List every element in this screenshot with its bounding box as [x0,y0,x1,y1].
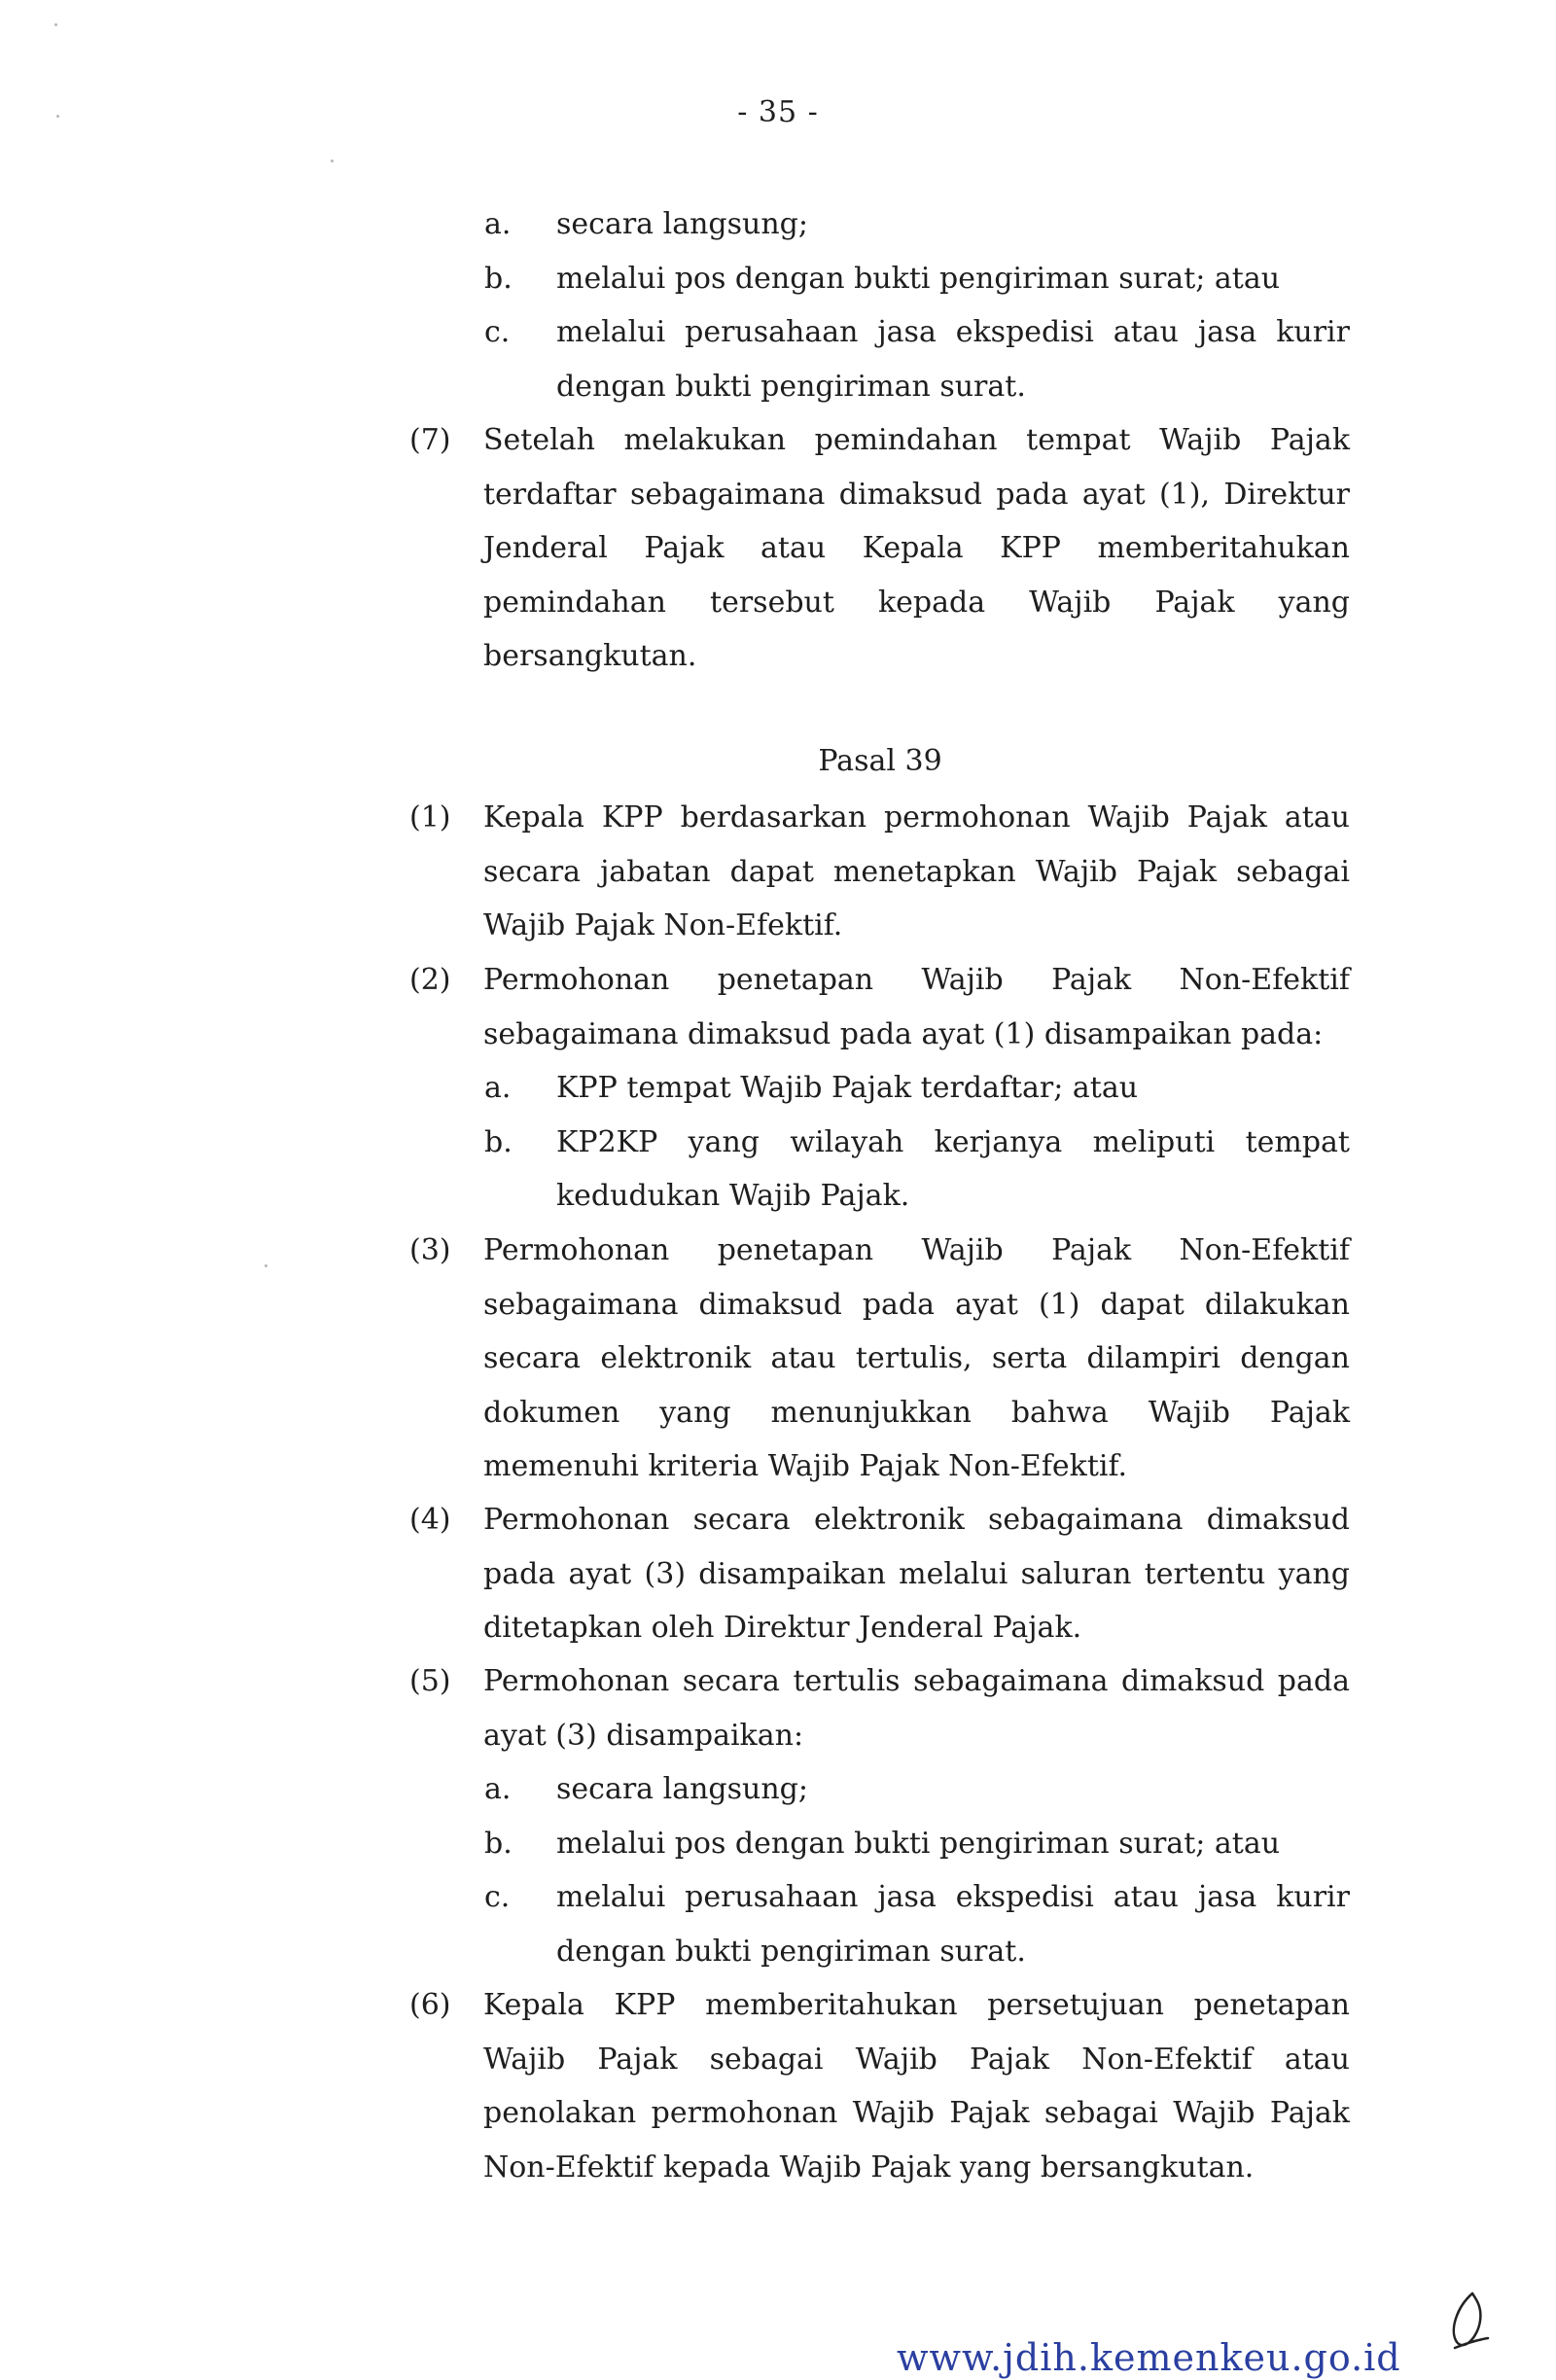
list-item [484,197,1350,252]
list-label: a. [484,1772,512,1806]
paragraph-5-list [484,1762,1350,1978]
article-heading: Pasal 39 [818,744,942,778]
paragraph-number: (5) [409,1664,451,1698]
list-text: melalui pos dengan bukti pengiriman surat; atau [556,261,1281,296]
list-item [484,1762,1350,1817]
list-text: melalui perusahaan jasa ekspedisi atau jasa kurir dengan bukti pengiriman surat. [556,315,1350,404]
list-text: secara langsung; [556,1772,808,1806]
paragraph-2-list [484,1061,1350,1224]
scan-speck [265,1264,267,1267]
paragraph-1 [409,791,1350,953]
paragraph-number: (2) [409,963,451,997]
paragraph-text: Permohonan penetapan Wajib Pajak Non-Efektif sebagaimana dimaksud pada ayat (1) disampaikan pada: [483,963,1350,1051]
list-text: melalui pos dengan bukti pengiriman surat; atau [556,1826,1281,1861]
list-item [484,1061,1350,1116]
paragraph-number: (3) [409,1233,451,1267]
paragraph-text: Setelah melakukan pemindahan tempat Wajib Pajak terdaftar sebagaimana dimaksud pada ayat (1), Direktur Jenderal Pajak atau Kepala KPP memberitahukan pemindahan tersebut kepada Wajib Pajak yang bersangkutan. [483,423,1350,673]
paragraph-6 [409,1978,1350,2194]
paragraph-text: Permohonan secara tertulis sebagaimana dimaksud pada ayat (3) disampaikan: [483,1664,1350,1753]
paragraph-number: (6) [409,1988,451,2022]
list-item [484,252,1350,306]
paragraph-3 [409,1224,1350,1494]
list-label: a. [484,207,512,241]
paragraph-number: (1) [409,800,451,835]
list-label: b. [484,1124,513,1159]
paragraph-text: Kepala KPP berdasarkan permohonan Wajib Pajak atau secara jabatan dapat menetapkan Wajib Pajak sebagai Wajib Pajak Non-Efektif. [483,800,1350,942]
list-label: c. [484,1880,511,1914]
paragraph-5 [409,1654,1350,1762]
list-item [484,1116,1350,1224]
top-list [484,197,1350,413]
scan-speck [331,160,334,162]
paragraph-4 [409,1493,1350,1655]
list-label: a. [484,1071,512,1105]
paragraph-text: Permohonan penetapan Wajib Pajak Non-Efektif sebagaimana dimaksud pada ayat (1) dapat dilakukan secara elektronik atau tertulis, serta dilampiri dengan dokumen yang menunjukkan bahwa Wajib Pajak memenuhi kriteria Wajib Pajak Non-Efektif. [483,1233,1350,1483]
paragraph-number: (7) [409,423,451,457]
list-text: secara langsung; [556,207,808,241]
initial-signature [1443,2288,1492,2356]
paragraph-7 [409,413,1350,684]
list-item [484,1870,1350,1978]
page-number: - 35 - [737,95,819,129]
scan-speck [56,115,59,118]
footer-url[interactable]: www.jdih.kemenkeu.go.id [897,2336,1401,2379]
paragraph-number: (4) [409,1503,451,1537]
list-item [484,1817,1350,1871]
list-label: b. [484,261,513,296]
list-text: melalui perusahaan jasa ekspedisi atau jasa kurir dengan bukti pengiriman surat. [556,1880,1350,1969]
list-label: b. [484,1826,513,1861]
paragraph-text: Permohonan secara elektronik sebagaimana dimaksud pada ayat (3) disampaikan melalui saluran tertentu yang ditetapkan oleh Direktur Jenderal Pajak. [483,1503,1350,1645]
paragraph-text: Kepala KPP memberitahukan persetujuan penetapan Wajib Pajak sebagai Wajib Pajak Non-Efektif atau penolakan permohonan Wajib Pajak sebagai Wajib Pajak Non-Efektif kepada Wajib Pajak yang bersangkutan. [483,1988,1350,2185]
scan-speck [54,23,57,26]
paragraph-2 [409,953,1350,1061]
list-label: c. [484,315,511,349]
list-text: KPP tempat Wajib Pajak terdaftar; atau [556,1071,1139,1105]
list-item [484,305,1350,413]
list-text: KP2KP yang wilayah kerjanya meliputi tempat kedudukan Wajib Pajak. [556,1124,1350,1213]
